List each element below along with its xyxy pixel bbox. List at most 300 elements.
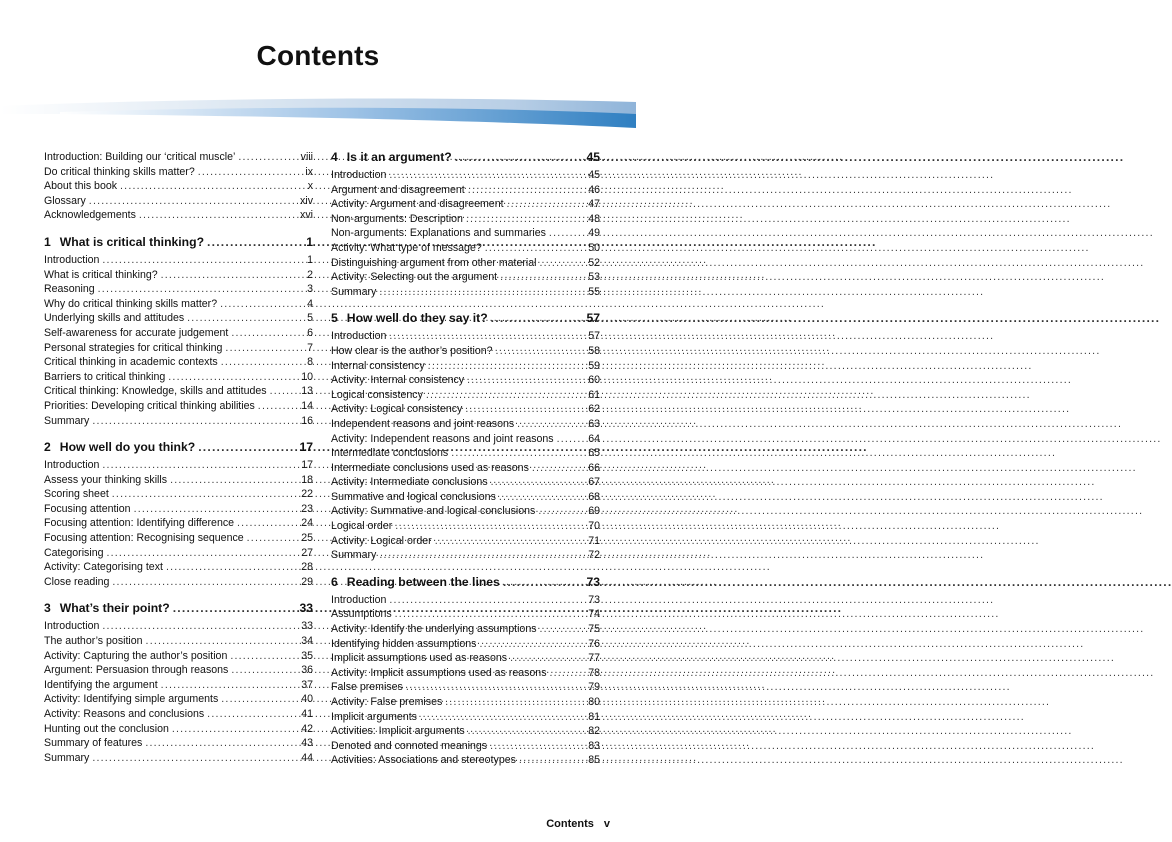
entry-page-number: 70 [588,520,600,533]
toc-entry[interactable] [331,739,600,754]
chapter-title: What’s their point? [59,601,170,616]
entry-label: The author’s position [44,635,143,648]
entry-page-number: 24 [301,517,313,530]
entry-label: Implicit assumptions used as reasons [331,652,508,665]
toc-entry[interactable] [44,531,313,546]
dot-leader [557,432,586,447]
chapter-heading[interactable] [44,440,313,454]
dot-leader [428,359,586,374]
chapter-heading[interactable] [331,311,600,325]
toc-entry[interactable] [44,311,313,326]
entry-page-number: x [307,180,313,193]
toc-entry[interactable] [44,502,313,517]
dot-leader [187,311,304,326]
front-matter [44,150,313,223]
chapter-number: 5 [331,311,338,326]
dot-leader [112,575,298,590]
dot-leader [98,282,304,297]
chapter-section [331,150,600,299]
entry-page-number: 17 [301,459,313,472]
toc-entry[interactable] [44,194,313,209]
dot-leader [247,531,299,546]
dot-leader [168,370,298,385]
entry-page-number: 61 [588,388,600,401]
entry-page-number: 74 [588,608,600,621]
entry-label: Focusing attention: Recognising sequence [44,532,244,545]
toc-entry[interactable] [331,666,600,681]
dot-leader [207,707,298,722]
toc-entry[interactable] [331,197,600,212]
entry-page-number: viii [300,151,313,163]
entry-page-number: 71 [588,534,600,547]
dot-leader [465,402,585,417]
entry-label: Activity: Identify the underlying assumptions [331,623,537,636]
entry-page-number: 52 [588,256,600,269]
entry-page-number: 82 [588,725,600,738]
dot-leader [451,446,585,461]
entry-page-number: 28 [301,561,313,574]
chapter-page-number: 45 [586,150,600,164]
toc-entry[interactable] [44,384,313,399]
dot-leader [503,575,584,589]
entry-page-number: 45 [588,169,600,181]
entry-label: What is critical thinking? [44,268,158,281]
toc-entry[interactable] [331,548,600,563]
chapter-number: 4 [331,150,338,164]
entry-label: Identifying the argument [44,678,158,691]
entry-label: Summary [44,751,90,764]
chapter-page-number: 33 [299,601,313,616]
entry-page-number: 55 [588,285,600,298]
dot-leader [490,739,585,754]
entry-label: Logical order [331,520,393,533]
entry-page-number: 3 [307,283,313,296]
dot-leader [389,168,585,183]
toc-entry[interactable] [331,344,600,359]
toc-entry[interactable] [331,212,600,227]
entry-label: Activity: Independent reasons and joint reasons [331,432,554,445]
entry-page-number: 8 [307,356,313,369]
entry-page-number: 80 [588,696,600,708]
entry-label: Introduction [331,169,387,181]
entry-page-number: ix [305,165,313,178]
toc-entry[interactable] [44,268,313,283]
toc-entry[interactable] [331,388,600,403]
toc-entry[interactable] [331,446,600,461]
entry-label: Categorising [44,546,104,559]
toc-entry[interactable] [44,692,313,707]
entry-page-number: 77 [588,652,600,665]
entry-page-number: 64 [588,432,600,445]
dot-leader [166,560,298,575]
footer-label: Contents [546,818,594,830]
toc-entry[interactable] [44,473,313,488]
entry-label: Personal strategies for critical thinking [44,341,223,354]
toc-entry[interactable] [44,487,313,502]
dot-leader [161,268,304,283]
entry-page-number: 1 [307,253,313,266]
entry-page-number: 10 [301,370,313,383]
entry-page-number: 18 [301,473,313,486]
entry-label: Summary [331,549,377,562]
chapter-page-number: 1 [306,234,313,249]
entry-label: Internal consistency [331,359,425,372]
dot-leader [198,165,303,180]
entry-page-number: 16 [301,414,313,427]
entry-page-number: 67 [588,476,600,489]
entry-page-number: 85 [588,754,600,767]
entry-label: Argument and disagreement [331,183,465,196]
entry-page-number: 2 [307,268,313,281]
entry-label: Activity: Identifying simple arguments [44,693,219,706]
entry-label: Close reading [44,575,110,588]
entry-page-number: xvi [300,209,313,222]
toc-entry[interactable] [44,678,313,693]
entry-label: Do critical thinking skills matter? [44,165,195,178]
chapter-heading[interactable] [331,575,600,589]
dot-leader [549,226,585,241]
toc-entry[interactable] [44,341,313,356]
dot-leader [517,417,585,432]
entry-label: Introduction: Building our ‘critical muscle’ [44,151,236,163]
toc-entry[interactable] [331,710,600,725]
toc-entry[interactable] [331,226,600,241]
entry-page-number: 25 [301,532,313,545]
dot-leader [491,311,584,325]
entry-label: Identifying hidden assumptions [331,637,477,650]
toc-entry[interactable] [44,649,313,664]
dot-leader [207,235,303,249]
chapter-number: 2 [44,440,51,455]
entry-page-number: 22 [301,488,313,501]
dot-leader [173,601,297,615]
chapter-section [331,575,600,768]
toc-entry[interactable] [331,593,600,608]
chapter-number: 3 [44,601,51,616]
entry-page-number: 23 [301,502,313,515]
entry-label: Summary of features [44,737,143,750]
entry-label: Summary [331,285,377,298]
dot-leader [134,502,299,517]
entry-label: Intermediate conclusions [331,447,449,460]
entry-page-number: 81 [588,710,600,723]
entry-label: Denoted and connoted meanings [331,739,488,752]
page-footer [546,818,610,830]
toc-entry[interactable] [331,475,600,490]
toc-entry[interactable] [331,504,600,519]
dot-leader [540,622,586,637]
chapter-section [44,235,313,428]
entry-label: Independent reasons and joint reasons [331,417,515,430]
toc-entry[interactable] [44,399,313,414]
dot-leader [102,619,298,634]
dot-leader [231,663,298,678]
dot-leader [92,751,298,766]
chapter-section [44,440,313,589]
entry-page-number: 68 [588,490,600,503]
entry-page-number: xiv [300,194,313,207]
toc-entry[interactable] [44,546,313,561]
chapter-heading[interactable] [331,150,600,164]
dot-leader [426,388,585,403]
entry-label: Activities: Implicit arguments [331,725,465,738]
entry-label: Assess your thinking skills [44,473,168,486]
dot-leader [420,710,585,725]
entry-page-number: 57 [588,330,600,343]
dot-leader [102,253,304,268]
dot-leader [225,341,304,356]
entry-label: Non-arguments: Description [331,212,463,225]
toc-entry[interactable] [44,179,313,194]
toc-entry[interactable] [331,724,600,739]
toc-entry[interactable] [331,607,600,622]
toc-entry[interactable] [331,432,600,447]
entry-page-number: 42 [301,722,313,735]
entry-page-number: 46 [588,183,600,196]
toc-entry[interactable] [331,285,600,300]
toc-entry[interactable] [44,370,313,385]
chapter-page-number: 57 [586,311,600,326]
dot-leader [161,678,299,693]
dot-leader [389,329,585,344]
toc-entry[interactable] [331,695,600,710]
entry-page-number: 7 [307,341,313,354]
toc-entry[interactable] [44,663,313,678]
toc-entry[interactable] [331,402,600,417]
toc-entry[interactable] [44,165,313,180]
entry-page-number: 72 [588,549,600,562]
entry-label: Self-awareness for accurate judgement [44,326,229,339]
entry-page-number: 4 [307,297,313,310]
entry-page-number: 48 [588,212,600,225]
entry-page-number: 59 [588,359,600,372]
entry-label: Reasoning [44,283,95,296]
toc-entry[interactable] [331,651,600,666]
entry-page-number: 83 [588,739,600,752]
dot-leader [500,270,585,285]
entry-label: Introduction [44,253,100,266]
dot-leader [220,297,304,312]
entry-page-number: 60 [588,374,600,387]
entry-page-number: 13 [301,385,313,398]
entry-label: Introduction [44,459,100,472]
dot-leader [237,516,298,531]
entry-label: Scoring sheet [44,488,109,501]
dot-leader [395,519,585,534]
dot-leader [89,194,297,209]
toc-entry[interactable] [44,253,313,268]
toc-entry[interactable] [44,282,313,297]
entry-page-number: 63 [588,417,600,430]
dot-leader [231,326,304,341]
entry-label: Introduction [331,593,387,606]
entry-label: Activity: Logical order [331,534,432,547]
chapter-title: How well do you think? [59,440,196,455]
dot-leader [467,373,585,388]
entry-page-number: 65 [588,447,600,460]
toc-entry[interactable] [331,359,600,374]
dot-leader [389,593,585,608]
entry-page-number: 27 [301,546,313,559]
dot-leader [519,753,585,768]
toc-entry[interactable] [331,168,600,183]
chapter-heading[interactable] [44,601,313,615]
toc-entry[interactable] [44,414,313,429]
entry-label: Non-arguments: Explanations and summaries [331,227,546,240]
toc-entry[interactable] [44,560,313,575]
toc-entry[interactable] [331,534,600,549]
toc-entry[interactable] [44,619,313,634]
entry-label: Argument: Persuasion through reasons [44,664,229,677]
entry-label: Introduction [331,330,387,343]
entry-label: Focusing attention: Identifying difference [44,517,235,530]
entry-label: Activity: Summative and logical conclusions [331,505,536,518]
toc-entry[interactable] [44,751,313,766]
entry-label: Glossary [44,194,86,207]
chapter-number: 1 [44,234,51,249]
dot-leader [170,473,298,488]
entry-label: Activity: Logical consistency [331,403,463,416]
toc-entry[interactable] [44,150,313,165]
toc-entry[interactable] [44,326,313,341]
entry-page-number: 79 [588,681,600,694]
dot-leader [198,440,296,454]
dot-leader [112,487,298,502]
dot-leader [468,724,586,739]
dot-leader [221,355,304,370]
dot-leader [499,490,585,505]
entry-page-number: 34 [301,635,313,648]
entry-label: Activity: False premises [331,696,443,708]
toc-entry[interactable] [331,270,600,285]
dot-leader [258,399,298,414]
toc-entry[interactable] [44,722,313,737]
dot-leader [496,344,586,359]
entry-label: Critical thinking: Knowledge, skills and attitudes [44,385,267,398]
dot-leader [550,666,586,681]
toc-entry[interactable] [331,753,600,768]
page-title: Contents [256,40,380,71]
toc-entry[interactable] [44,355,313,370]
dot-leader [540,256,586,271]
toc-entry[interactable] [331,490,600,505]
entry-label: Activity: What type of message? [331,241,482,254]
entry-label: Implicit arguments [331,710,417,723]
entry-page-number: 50 [588,241,600,254]
entry-page-number: 37 [301,678,313,691]
dot-leader [468,183,586,198]
entry-label: About this book [44,180,118,193]
toc-entry[interactable] [44,634,313,649]
entry-page-number: 14 [301,399,313,412]
dot-leader [221,692,298,707]
entry-label: Why do critical thinking skills matter? [44,297,218,310]
entry-label: Logical consistency [331,388,423,401]
dot-leader [538,504,585,519]
entry-page-number: 29 [301,575,313,588]
entry-label: Activity: Reasons and conclusions [44,708,205,720]
chapter-title: Is it an argument? [346,150,452,164]
toc-entry[interactable] [331,622,600,637]
toc-entry[interactable] [331,637,600,652]
toc-right-column [331,150,600,780]
entry-label: How clear is the author’s position? [331,344,493,357]
chapter-title: Reading between the lines [346,574,500,589]
entry-label: Assumptions [331,608,392,621]
dot-leader [92,414,298,429]
dot-leader [106,546,298,561]
entry-label: Activity: Argument and disagreement [331,198,504,211]
entry-page-number: 44 [301,751,313,764]
header-swoosh [0,92,636,142]
chapter-title: What is critical thinking? [59,234,205,249]
entry-label: Activity: Implicit assumptions used as reasons [331,666,547,679]
toc-entry[interactable] [331,241,600,256]
dot-leader [491,475,586,490]
toc-left-column [44,150,313,777]
dot-leader [139,208,297,223]
chapter-number: 6 [331,574,338,589]
toc-entry[interactable] [44,736,313,751]
chapter-section [44,601,313,765]
toc-entry[interactable] [331,256,600,271]
entry-label: Distinguishing argument from other material [331,256,537,269]
toc-entry[interactable] [44,297,313,312]
dot-leader [270,384,299,399]
dot-leader [510,651,585,666]
toc-entry[interactable] [331,461,600,476]
toc-entry[interactable] [331,519,600,534]
chapter-heading[interactable] [44,235,313,249]
dot-leader [485,241,585,256]
footer-page-number: v [603,818,610,830]
entry-page-number: 49 [588,227,600,240]
entry-label: False premises [331,681,403,694]
entry-page-number: 53 [588,271,600,284]
dot-leader [145,736,298,751]
toc-entry[interactable] [331,680,600,695]
entry-page-number: 58 [588,344,600,357]
entry-page-number: 6 [307,326,313,339]
toc-entry[interactable] [331,417,600,432]
dot-leader [146,634,299,649]
entry-label: Activity: Intermediate conclusions [331,476,488,489]
entry-label: Summative and logical conclusions [331,490,496,503]
dot-leader [466,212,585,227]
dot-leader [172,722,298,737]
toc-entry[interactable] [44,458,313,473]
dot-leader [435,534,586,549]
entry-page-number: 78 [588,666,600,679]
dot-leader [455,150,584,164]
toc-entry[interactable] [44,707,313,722]
toc-entry[interactable] [331,373,600,388]
entry-label: Activity: Capturing the author’s position [44,649,228,662]
entry-page-number: 73 [588,593,600,606]
entry-page-number: 47 [588,198,600,211]
dot-leader [230,649,298,664]
toc-entry[interactable] [44,208,313,223]
toc-entry[interactable] [331,183,600,198]
entry-label: Underlying skills and attitudes [44,312,185,325]
toc-entry[interactable] [44,516,313,531]
toc-entry[interactable] [44,575,313,590]
toc-entry[interactable] [331,329,600,344]
entry-label: Activity: Selecting out the argument [331,271,498,284]
entry-page-number: 69 [588,505,600,518]
chapter-section [331,311,600,563]
entry-label: Activity: Internal consistency [331,374,465,387]
